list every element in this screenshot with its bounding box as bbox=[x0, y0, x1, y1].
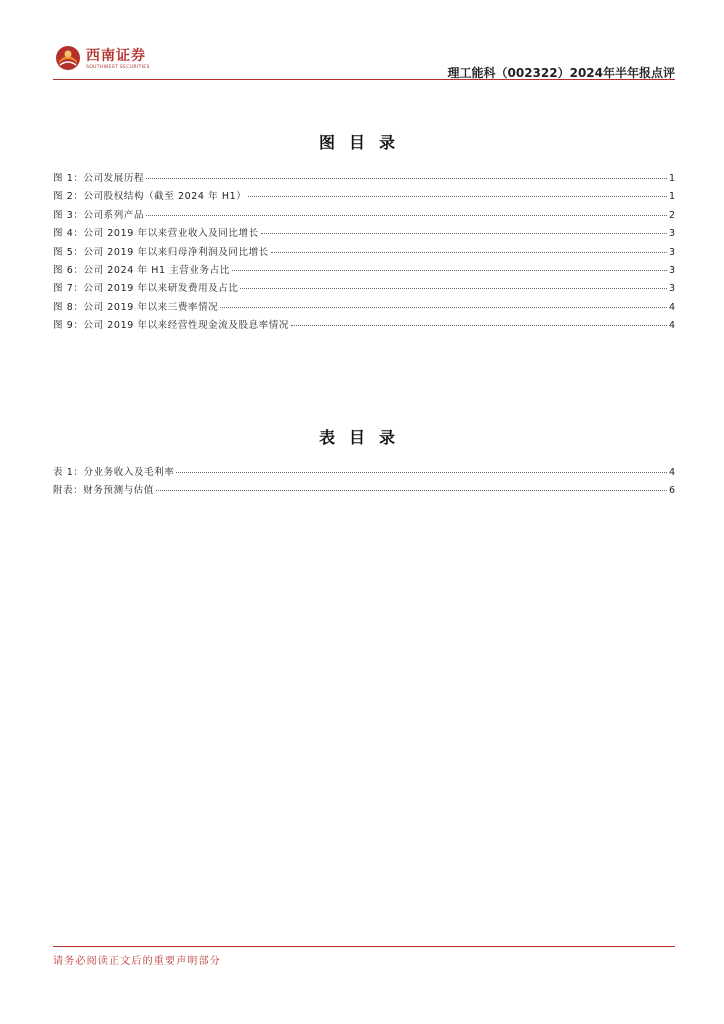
toc-entry-label: 图 9：公司 2019 年以来经营性现金流及股息率情况 bbox=[53, 320, 289, 332]
figures-toc-list bbox=[53, 170, 675, 336]
toc-entry-page-number: 4 bbox=[668, 301, 675, 313]
toc-entry-page-number: 1 bbox=[668, 173, 675, 184]
toc-entry-page-number: 4 bbox=[668, 320, 675, 332]
toc-entry-page-number: 6 bbox=[668, 485, 675, 497]
footer-divider bbox=[53, 946, 675, 947]
toc-entry[interactable] bbox=[53, 317, 675, 335]
toc-dot-leader bbox=[248, 196, 667, 197]
toc-entry-label: 图 8：公司 2019 年以来三费率情况 bbox=[53, 301, 219, 313]
toc-entry-label: 附表：财务预测与估值 bbox=[53, 485, 155, 497]
toc-entry-label: 表 1：分业务收入及毛利率 bbox=[53, 467, 175, 478]
logo-emblem-icon bbox=[55, 45, 81, 71]
figures-toc-title: 图目录 bbox=[318, 133, 409, 152]
report-title: 理工能科（002322）2024年半年报点评 bbox=[447, 66, 675, 80]
toc-entry-page-number: 3 bbox=[668, 246, 675, 258]
toc-dot-leader bbox=[156, 490, 667, 491]
toc-entry[interactable] bbox=[53, 262, 675, 280]
toc-entry-label: 图 2：公司股权结构（截至 2024 年 H1） bbox=[53, 191, 247, 203]
toc-entry[interactable] bbox=[53, 225, 675, 243]
toc-entry-page-number: 3 bbox=[668, 264, 675, 276]
toc-dot-leader bbox=[176, 472, 667, 473]
toc-dot-leader bbox=[240, 288, 666, 289]
toc-entry-label: 图 3：公司系列产品 bbox=[53, 209, 145, 221]
footer-disclaimer: 请务必阅读正文后的重要声明部分 bbox=[53, 956, 221, 967]
toc-entry[interactable] bbox=[53, 188, 675, 206]
toc-entry-page-number: 1 bbox=[668, 191, 675, 203]
toc-entry[interactable] bbox=[53, 244, 675, 262]
toc-entry-label: 图 1：公司发展历程 bbox=[53, 173, 145, 184]
toc-entry-label: 图 7：公司 2019 年以来研发费用及占比 bbox=[53, 283, 239, 295]
page-header bbox=[53, 40, 675, 80]
toc-entry-label: 图 6：公司 2024 年 H1 主营业务占比 bbox=[53, 264, 230, 276]
toc-dot-leader bbox=[232, 270, 667, 271]
toc-dot-leader bbox=[220, 307, 667, 308]
toc-dot-leader bbox=[271, 252, 667, 253]
toc-entry-page-number: 3 bbox=[668, 283, 675, 295]
tables-toc-title: 表目录 bbox=[318, 428, 409, 447]
toc-entry[interactable] bbox=[53, 482, 675, 500]
toc-entry-page-number: 3 bbox=[668, 228, 675, 240]
logo-chinese-text: 西南证券 bbox=[86, 48, 146, 64]
toc-dot-leader bbox=[146, 178, 667, 179]
toc-entry-page-number: 2 bbox=[668, 209, 675, 221]
toc-entry-label: 图 4：公司 2019 年以来营业收入及同比增长 bbox=[53, 228, 259, 240]
company-logo bbox=[53, 44, 163, 74]
toc-dot-leader bbox=[146, 215, 667, 216]
toc-entry[interactable] bbox=[53, 464, 675, 482]
toc-entry[interactable] bbox=[53, 207, 675, 225]
toc-dot-leader bbox=[291, 325, 667, 326]
logo-english-text: SOUTHWEST SECURITIES bbox=[86, 65, 150, 70]
toc-entry-page-number: 4 bbox=[668, 467, 675, 478]
toc-entry[interactable] bbox=[53, 170, 675, 188]
tables-toc-list bbox=[53, 464, 675, 501]
toc-entry-label: 图 5：公司 2019 年以来归母净利润及同比增长 bbox=[53, 246, 269, 258]
toc-entry[interactable] bbox=[53, 280, 675, 298]
toc-entry[interactable] bbox=[53, 299, 675, 317]
toc-dot-leader bbox=[261, 233, 667, 234]
header-divider bbox=[53, 79, 675, 80]
